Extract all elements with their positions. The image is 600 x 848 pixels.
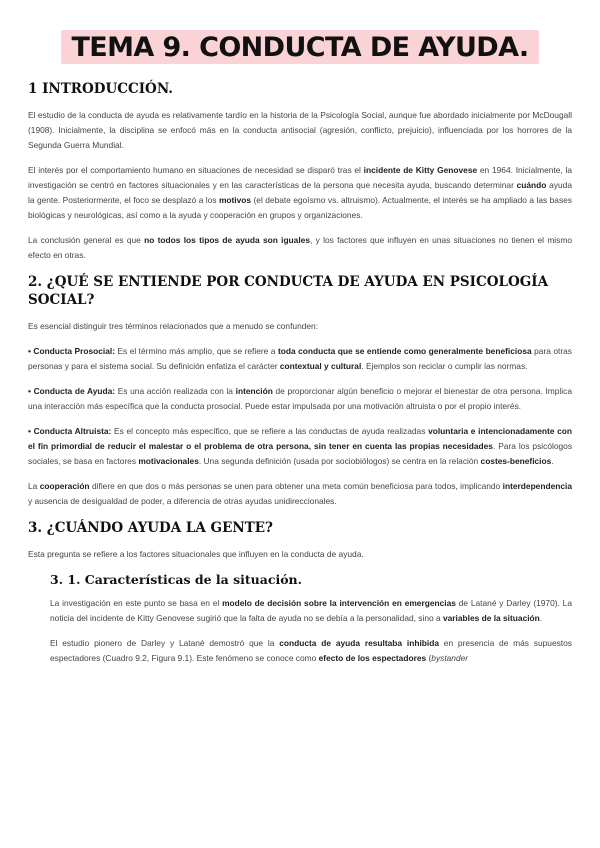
intro-paragraph-1: El estudio de la conducta de ayuda es relativamente tardío en la historia de la Psicología Social, aunque fue abordado inicialmente por McDougall (1908). Inicialmente, la disciplina se enfocó más en la conducta antisocial (agresión, conflicto, prejuicio), influenciada por los horrores de la Segunda Guerra Mundial.: [28, 110, 572, 150]
text-run: en 1964. Inicialmente, la investigación se centró en factores situacionales y en las características de la persona que necesita ayuda, buscando determinar: [28, 165, 572, 190]
section-2-heading: 2. ¿QUÉ SE ENTIENDE POR CONDUCTA DE AYUDA EN PSICOLOGÍA SOCIAL?: [28, 274, 549, 308]
text-run: La: [28, 481, 40, 491]
text-run: de Latané y Darley (1970). La noticia del incidente de Kitty Genovese sugirió que la falta de ayuda no se debía a la personalidad, sino a: [50, 598, 572, 623]
document-page: [28, 30, 572, 676]
text-run: Es el término más amplio, que se refiere a: [114, 346, 278, 356]
bold-run: efecto de los espectadores: [318, 653, 427, 663]
altruista-item: [28, 424, 572, 469]
text-run: (el debate egoísmo vs. altruismo). Actualmente, el interés se ha ampliado a las bases biológicas y neurológicas, así como a la ayuda y cooperación en grupos y organizaciones.: [28, 195, 572, 220]
section-1-heading: 1 INTRODUCCIÓN.: [28, 81, 173, 97]
bold-run: no todos los tipos de ayuda son iguales: [144, 235, 310, 245]
title-wrap: [28, 30, 572, 64]
bold-run: voluntaria e intencionadamente con el fin primordial de reducir el malestar o el problema de otra persona, sin tener en cuenta las propias necesidades: [28, 426, 573, 451]
text-run: . Una segunda definición (usada por sociobiólogos) se centra en la relación: [198, 456, 481, 466]
document-title: TEMA 9. CONDUCTA DE AYUDA.: [61, 30, 538, 64]
italic-run: bystander: [431, 653, 469, 663]
text-run: para otras personas y para el sistema social. Su definición enfatiza el carácter: [28, 346, 572, 371]
text-run: El interés por el comportamiento humano en situaciones de necesidad se disparó tras el: [28, 165, 364, 175]
text-run: difiere en que dos o más personas se unen para obtener una meta común beneficiosa para todos, implicando: [89, 481, 503, 491]
intro-paragraph-3: [28, 233, 572, 263]
text-run: La conclusión general es que: [28, 235, 145, 245]
bold-run: toda conducta que se entiende como generalmente beneficiosa: [277, 346, 532, 356]
bold-run: motivos: [218, 195, 252, 205]
prosocial-item: [28, 344, 572, 374]
text-run: . Para los psicólogos sociales, se basa en factores: [28, 441, 573, 466]
ayuda-item: [28, 384, 572, 414]
bold-run: intención: [235, 386, 273, 396]
subsection-paragraph-2: [50, 636, 572, 666]
bold-run: cooperación: [39, 481, 90, 491]
bold-run: cuándo: [516, 180, 547, 190]
text-run: .: [539, 613, 543, 623]
text-run: Es una acción realizada con la: [115, 386, 236, 396]
text-run: en presencia de más supuestos espectadores (Cuadro 9.2, Figura 9.1). Este fenómeno se conoce como: [50, 638, 572, 663]
bold-run: costes-beneficios: [480, 456, 552, 466]
text-run: El estudio pionero de Darley y Latané demostró que la: [50, 638, 280, 648]
bold-run: interdependencia: [502, 481, 572, 491]
section-3-heading: 3. ¿CUÁNDO AYUDA LA GENTE?: [28, 520, 273, 536]
intro-paragraph-2: [28, 163, 572, 223]
text-run: y ausencia de desigualdad de poder, a diferencia de otras ayudas unidireccionales.: [28, 496, 337, 506]
text-run: ayuda la gente. Posteriormente, el foco se desplazó a los: [28, 180, 572, 205]
bold-run: contextual y cultural: [279, 361, 362, 371]
bold-run: variables de la situación: [442, 613, 540, 623]
when-paragraph-1: Esta pregunta se refiere a los factores situacionales que influyen en la conducta de ayuda.: [28, 549, 364, 559]
text-run: .: [551, 456, 554, 466]
bold-run: • Conducta Prosocial:: [28, 346, 115, 356]
text-run: de proporcionar algún beneficio o mejorar el bienestar de otra persona. Implica una interacción más específica que la conducta prosocial. Puede estar impulsada por una motivación altruista o por el propio interés.: [28, 386, 572, 411]
bold-run: modelo de decisión sobre la intervención en emergencias: [222, 598, 456, 608]
bold-run: motivacionales: [138, 456, 199, 466]
bold-run: conducta de ayuda resultaba inhibida: [279, 638, 439, 648]
text-run: Es el concepto más específico, que se refiere a las conductas de ayuda realizadas: [111, 426, 429, 436]
definition-paragraph-1: Es esencial distinguir tres términos relacionados que a menudo se confunden:: [28, 321, 319, 331]
bold-run: incidente de Kitty Genovese: [363, 165, 478, 175]
bold-run: • Conducta de Ayuda:: [28, 386, 116, 396]
text-run: La investigación en este punto se basa en el: [50, 598, 223, 608]
text-run: , y los factores que influyen en unas situaciones no tienen el mismo efecto en otras.: [28, 235, 572, 260]
text-run: . Ejemplos son reciclar o cumplir las normas.: [361, 361, 528, 371]
subsection-3-1-heading: 3. 1. Características de la situación.: [50, 572, 302, 587]
text-run: (: [426, 653, 432, 663]
cooperacion-paragraph: [28, 479, 572, 509]
bold-run: • Conducta Altruista:: [28, 426, 112, 436]
subsection-paragraph-1: [50, 596, 572, 626]
